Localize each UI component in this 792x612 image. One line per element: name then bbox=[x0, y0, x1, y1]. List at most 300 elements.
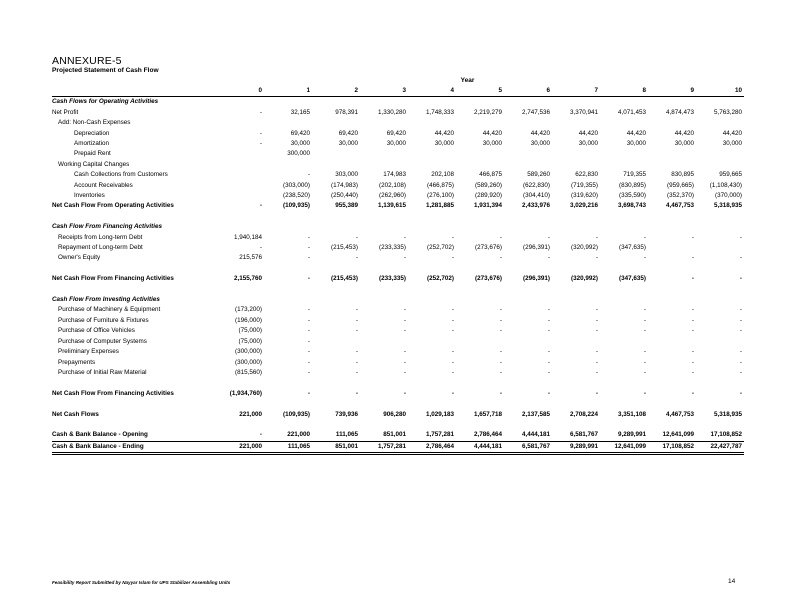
value-cell bbox=[648, 264, 696, 274]
value-cell bbox=[408, 337, 456, 347]
value-cell: - bbox=[499, 348, 502, 356]
value-cell bbox=[408, 285, 456, 295]
row-label: Working Capital Changes bbox=[58, 160, 130, 168]
value-cell: 44,420 bbox=[626, 129, 646, 137]
value-cell bbox=[696, 243, 744, 253]
year-column-header: 4 bbox=[408, 86, 456, 97]
value-cell: (273,676) bbox=[475, 244, 502, 252]
value-cell bbox=[312, 97, 360, 108]
value-cell: 221,000 bbox=[198, 441, 264, 453]
value-cell bbox=[408, 264, 456, 274]
value-cell: - bbox=[403, 358, 406, 366]
value-cell bbox=[648, 118, 696, 128]
value-cell bbox=[456, 212, 504, 222]
value-cell: - bbox=[355, 233, 358, 241]
value-cell: - bbox=[691, 306, 694, 314]
value-cell: - bbox=[691, 233, 694, 241]
value-cell: (466,875) bbox=[427, 181, 454, 189]
value-cell: 30,000 bbox=[290, 140, 310, 148]
value-cell: - bbox=[403, 368, 406, 376]
line-item-row bbox=[52, 253, 744, 263]
spacer-row bbox=[52, 285, 744, 295]
value-cell: 9,289,991 bbox=[617, 431, 646, 439]
value-cell bbox=[456, 285, 504, 295]
value-cell bbox=[552, 285, 600, 295]
value-cell bbox=[198, 295, 264, 305]
value-cell: - bbox=[451, 316, 454, 324]
value-cell: (304,410) bbox=[523, 192, 550, 200]
value-cell bbox=[198, 264, 264, 274]
value-cell bbox=[198, 97, 264, 108]
value-cell: - bbox=[547, 316, 550, 324]
value-cell: (215,453) bbox=[331, 275, 358, 283]
value-cell: 2,155,760 bbox=[233, 275, 262, 283]
value-cell bbox=[408, 420, 456, 430]
value-cell bbox=[408, 97, 456, 108]
value-cell: 955,389 bbox=[335, 202, 358, 210]
value-cell: - bbox=[307, 337, 310, 345]
value-cell bbox=[312, 160, 360, 170]
line-item-row bbox=[52, 170, 744, 180]
value-cell: (352,370) bbox=[667, 192, 694, 200]
value-cell: - bbox=[403, 254, 406, 262]
value-cell: 830,895 bbox=[671, 171, 694, 179]
value-cell bbox=[504, 222, 552, 232]
value-cell: - bbox=[355, 306, 358, 314]
value-cell: (300,000) bbox=[235, 348, 262, 356]
value-cell: - bbox=[355, 358, 358, 366]
value-cell bbox=[600, 295, 648, 305]
value-cell: (815,560) bbox=[235, 368, 262, 376]
value-cell: - bbox=[259, 129, 262, 137]
value-cell bbox=[696, 399, 744, 409]
value-cell: - bbox=[547, 254, 550, 262]
row-label bbox=[52, 399, 198, 409]
value-cell bbox=[198, 420, 264, 430]
row-label: Purchase of Furniture & Fixtures bbox=[58, 316, 149, 324]
value-cell bbox=[264, 420, 312, 430]
value-cell: - bbox=[739, 254, 742, 262]
value-cell bbox=[198, 181, 264, 191]
value-cell: - bbox=[499, 327, 502, 335]
value-cell: 17,108,852 bbox=[710, 431, 742, 439]
value-cell: - bbox=[739, 348, 742, 356]
value-cell: 2,433,976 bbox=[521, 202, 550, 210]
row-label: Purchase of Initial Raw Material bbox=[58, 368, 147, 376]
value-cell: 622,830 bbox=[575, 171, 598, 179]
value-cell: (233,335) bbox=[379, 275, 406, 283]
value-cell bbox=[696, 222, 744, 232]
value-cell bbox=[264, 295, 312, 305]
value-cell: 6,581,767 bbox=[504, 441, 552, 453]
value-cell: 2,786,464 bbox=[408, 441, 456, 453]
value-cell: 6,581,767 bbox=[569, 431, 598, 439]
value-cell: - bbox=[259, 108, 262, 116]
row-label: Repayment of Long-term Debt bbox=[58, 244, 143, 252]
value-cell: - bbox=[259, 244, 262, 252]
value-cell bbox=[360, 264, 408, 274]
value-cell bbox=[360, 222, 408, 232]
value-cell: 30,000 bbox=[530, 140, 550, 148]
value-cell bbox=[552, 160, 600, 170]
value-cell: - bbox=[307, 348, 310, 356]
year-column-header: 9 bbox=[648, 86, 696, 97]
value-cell: - bbox=[595, 316, 598, 324]
value-cell: - bbox=[499, 368, 502, 376]
value-cell: 851,001 bbox=[312, 441, 360, 453]
value-cell: - bbox=[355, 327, 358, 335]
value-cell: - bbox=[499, 389, 502, 397]
value-cell: 906,280 bbox=[383, 410, 406, 418]
value-cell: - bbox=[547, 327, 550, 335]
line-item-row bbox=[52, 160, 744, 170]
value-cell: 2,786,464 bbox=[473, 431, 502, 439]
value-cell: - bbox=[307, 389, 310, 397]
value-cell: - bbox=[643, 358, 646, 366]
value-cell: - bbox=[643, 233, 646, 241]
value-cell bbox=[408, 378, 456, 388]
line-item-row bbox=[52, 181, 744, 191]
value-cell bbox=[696, 160, 744, 170]
value-cell: (276,100) bbox=[427, 192, 454, 200]
value-cell: - bbox=[547, 348, 550, 356]
line-item-row bbox=[52, 358, 744, 368]
value-cell: - bbox=[403, 389, 406, 397]
value-cell: 4,444,181 bbox=[456, 441, 504, 453]
value-cell bbox=[456, 264, 504, 274]
year-column-header: 6 bbox=[504, 86, 552, 97]
value-cell: - bbox=[691, 254, 694, 262]
value-cell: - bbox=[403, 327, 406, 335]
value-cell: (319,620) bbox=[571, 192, 598, 200]
value-cell: 111,065 bbox=[335, 431, 358, 439]
value-cell: - bbox=[403, 348, 406, 356]
value-cell: - bbox=[595, 348, 598, 356]
value-cell bbox=[312, 222, 360, 232]
value-cell: 12,641,099 bbox=[662, 431, 694, 439]
section-heading-row bbox=[52, 222, 744, 232]
value-cell: 22,427,787 bbox=[696, 441, 744, 453]
value-cell: (252,702) bbox=[427, 275, 454, 283]
value-cell: 303,000 bbox=[335, 171, 358, 179]
year-column-header: 0 bbox=[198, 86, 264, 97]
value-cell bbox=[264, 264, 312, 274]
value-cell: - bbox=[643, 348, 646, 356]
value-cell: - bbox=[499, 233, 502, 241]
value-cell: (75,000) bbox=[238, 337, 262, 345]
value-cell: 3,029,216 bbox=[569, 202, 598, 210]
value-cell: - bbox=[643, 368, 646, 376]
value-cell: (1,108,430) bbox=[709, 181, 742, 189]
row-label bbox=[52, 264, 198, 274]
value-cell: 5,318,935 bbox=[713, 202, 742, 210]
value-cell: 978,391 bbox=[335, 108, 358, 116]
row-label: Cash Collections from Customers bbox=[74, 171, 168, 179]
year-column-header: 3 bbox=[360, 86, 408, 97]
line-item-row bbox=[52, 233, 744, 243]
page-number: 14 bbox=[728, 578, 736, 585]
value-cell: (238,520) bbox=[283, 192, 310, 200]
line-item-row bbox=[52, 191, 744, 201]
value-cell bbox=[696, 149, 744, 159]
value-cell bbox=[198, 222, 264, 232]
line-item-row bbox=[52, 139, 744, 149]
value-cell bbox=[312, 264, 360, 274]
line-item-row bbox=[52, 337, 744, 347]
value-cell: 4,874,473 bbox=[665, 108, 694, 116]
value-cell: - bbox=[451, 233, 454, 241]
value-cell: - bbox=[451, 306, 454, 314]
value-cell: - bbox=[595, 233, 598, 241]
value-cell bbox=[264, 97, 312, 108]
row-label: Prepaid Rent bbox=[74, 150, 111, 158]
value-cell: 5,763,280 bbox=[713, 108, 742, 116]
row-label: Receipts from Long-term Debt bbox=[58, 233, 143, 241]
value-cell: - bbox=[691, 368, 694, 376]
line-item-row bbox=[52, 316, 744, 326]
line-item-row bbox=[52, 305, 744, 315]
value-cell: 2,219,279 bbox=[473, 108, 502, 116]
value-cell bbox=[264, 118, 312, 128]
value-cell bbox=[600, 212, 648, 222]
value-cell bbox=[504, 264, 552, 274]
row-label: Inventories bbox=[74, 192, 105, 200]
row-label: Amortization bbox=[74, 140, 109, 148]
value-cell bbox=[198, 160, 264, 170]
value-cell: (202,108) bbox=[379, 181, 406, 189]
value-cell bbox=[360, 285, 408, 295]
value-cell: - bbox=[739, 327, 742, 335]
value-cell bbox=[504, 160, 552, 170]
value-cell bbox=[600, 160, 648, 170]
value-cell bbox=[312, 295, 360, 305]
value-cell: - bbox=[451, 368, 454, 376]
value-cell bbox=[312, 337, 360, 347]
value-cell: 3,351,108 bbox=[617, 410, 646, 418]
value-cell: - bbox=[547, 368, 550, 376]
value-cell: (347,635) bbox=[619, 244, 646, 252]
value-cell: - bbox=[499, 254, 502, 262]
value-cell: 69,420 bbox=[386, 129, 406, 137]
value-cell bbox=[600, 149, 648, 159]
value-cell bbox=[312, 399, 360, 409]
value-cell bbox=[360, 420, 408, 430]
value-cell: 174,983 bbox=[383, 171, 406, 179]
value-cell bbox=[198, 212, 264, 222]
value-cell: (109,935) bbox=[283, 410, 310, 418]
value-cell: 30,000 bbox=[386, 140, 406, 148]
value-cell: (273,676) bbox=[475, 275, 502, 283]
value-cell: - bbox=[643, 306, 646, 314]
value-cell bbox=[552, 399, 600, 409]
value-cell: 1,757,281 bbox=[360, 441, 408, 453]
line-item-row bbox=[52, 129, 744, 139]
value-cell: - bbox=[259, 202, 262, 210]
value-cell: 2,137,585 bbox=[521, 410, 550, 418]
value-cell: 4,444,181 bbox=[521, 431, 550, 439]
value-cell bbox=[696, 118, 744, 128]
section-heading-row bbox=[52, 295, 744, 305]
value-cell: 44,420 bbox=[578, 129, 598, 137]
value-cell bbox=[198, 378, 264, 388]
total-row bbox=[52, 410, 744, 420]
value-cell bbox=[408, 160, 456, 170]
value-cell: - bbox=[691, 348, 694, 356]
value-cell bbox=[552, 420, 600, 430]
value-cell: - bbox=[595, 327, 598, 335]
value-cell: - bbox=[259, 140, 262, 148]
year-header-row bbox=[52, 86, 744, 97]
value-cell: - bbox=[307, 306, 310, 314]
value-cell: 221,000 bbox=[287, 431, 310, 439]
line-item-row bbox=[52, 368, 744, 378]
value-cell: 300,000 bbox=[287, 150, 310, 158]
value-cell: (335,590) bbox=[619, 192, 646, 200]
value-cell: - bbox=[451, 358, 454, 366]
value-cell: - bbox=[739, 358, 742, 366]
value-cell: - bbox=[451, 327, 454, 335]
value-cell: (215,453) bbox=[331, 244, 358, 252]
value-cell: (589,260) bbox=[475, 181, 502, 189]
year-column-header: 8 bbox=[600, 86, 648, 97]
value-cell bbox=[552, 337, 600, 347]
value-cell bbox=[552, 97, 600, 108]
row-label: Cash & Bank Balance - Ending bbox=[52, 441, 198, 453]
row-label: Net Cash Flows bbox=[52, 410, 99, 418]
value-cell: - bbox=[499, 316, 502, 324]
value-cell bbox=[198, 285, 264, 295]
value-cell bbox=[648, 295, 696, 305]
value-cell bbox=[360, 97, 408, 108]
value-cell bbox=[456, 222, 504, 232]
value-cell: - bbox=[403, 316, 406, 324]
value-cell bbox=[504, 97, 552, 108]
value-cell: 69,420 bbox=[290, 129, 310, 137]
value-cell: - bbox=[355, 368, 358, 376]
value-cell: 739,936 bbox=[335, 410, 358, 418]
row-label: Preliminary Expenses bbox=[58, 348, 119, 356]
row-label bbox=[52, 378, 198, 388]
value-cell bbox=[264, 212, 312, 222]
value-cell bbox=[360, 337, 408, 347]
value-cell: 1,757,281 bbox=[425, 431, 454, 439]
value-cell bbox=[648, 399, 696, 409]
value-cell bbox=[456, 118, 504, 128]
value-cell: - bbox=[547, 358, 550, 366]
cash-flow-table bbox=[52, 86, 744, 455]
value-cell bbox=[264, 399, 312, 409]
value-cell bbox=[456, 160, 504, 170]
value-cell: (303,000) bbox=[283, 181, 310, 189]
value-cell bbox=[696, 264, 744, 274]
value-cell: (75,000) bbox=[238, 327, 262, 335]
row-label: Purchase of Computer Systems bbox=[58, 337, 147, 345]
value-cell bbox=[552, 118, 600, 128]
value-cell: 30,000 bbox=[722, 140, 742, 148]
value-cell bbox=[504, 378, 552, 388]
annexure-title: ANNEXURE-5 bbox=[52, 55, 122, 67]
value-cell bbox=[600, 97, 648, 108]
value-cell bbox=[312, 285, 360, 295]
line-item-row bbox=[52, 118, 744, 128]
value-cell bbox=[312, 378, 360, 388]
header-blank-cell bbox=[52, 86, 198, 97]
value-cell: - bbox=[691, 389, 694, 397]
value-cell bbox=[600, 285, 648, 295]
value-cell: 3,698,743 bbox=[617, 202, 646, 210]
value-cell bbox=[456, 420, 504, 430]
value-cell: (719,355) bbox=[571, 181, 598, 189]
row-label: Cash Flow From Financing Activities bbox=[52, 223, 162, 231]
value-cell bbox=[264, 160, 312, 170]
year-label: Year bbox=[460, 77, 475, 84]
value-cell: 719,355 bbox=[623, 171, 646, 179]
value-cell bbox=[696, 212, 744, 222]
year-column-header: 5 bbox=[456, 86, 504, 97]
value-cell: 1,931,394 bbox=[473, 202, 502, 210]
year-column-header: 2 bbox=[312, 86, 360, 97]
value-cell: - bbox=[691, 316, 694, 324]
total-row bbox=[52, 201, 744, 211]
value-cell bbox=[600, 264, 648, 274]
value-cell: 1,281,885 bbox=[425, 202, 454, 210]
value-cell: 202,108 bbox=[431, 171, 454, 179]
value-cell: - bbox=[547, 389, 550, 397]
row-label: Net Profit bbox=[52, 108, 79, 116]
row-label: Prepayments bbox=[58, 358, 96, 366]
value-cell: 1,330,280 bbox=[377, 108, 406, 116]
line-item-row bbox=[52, 149, 744, 159]
value-cell bbox=[198, 191, 264, 201]
value-cell: 44,420 bbox=[722, 129, 742, 137]
value-cell: - bbox=[307, 358, 310, 366]
value-cell bbox=[312, 118, 360, 128]
value-cell: (250,440) bbox=[331, 192, 358, 200]
value-cell: 44,420 bbox=[434, 129, 454, 137]
value-cell: - bbox=[499, 358, 502, 366]
value-cell bbox=[648, 212, 696, 222]
year-column-header: 7 bbox=[552, 86, 600, 97]
value-cell bbox=[648, 149, 696, 159]
value-cell bbox=[696, 285, 744, 295]
value-cell: 3,370,941 bbox=[569, 108, 598, 116]
total-row bbox=[52, 430, 744, 441]
value-cell bbox=[696, 378, 744, 388]
value-cell: - bbox=[547, 233, 550, 241]
value-cell bbox=[648, 97, 696, 108]
value-cell: 30,000 bbox=[626, 140, 646, 148]
value-cell bbox=[504, 149, 552, 159]
value-cell bbox=[648, 243, 696, 253]
value-cell bbox=[504, 285, 552, 295]
row-label bbox=[52, 420, 198, 430]
value-cell bbox=[504, 337, 552, 347]
value-cell bbox=[600, 337, 648, 347]
value-cell: 1,139,615 bbox=[377, 202, 406, 210]
value-cell bbox=[648, 160, 696, 170]
line-item-row bbox=[52, 326, 744, 336]
value-cell bbox=[600, 222, 648, 232]
value-cell: - bbox=[451, 348, 454, 356]
row-label: Net Cash Flow From Operating Activities bbox=[52, 202, 174, 210]
value-cell bbox=[264, 285, 312, 295]
spacer-row bbox=[52, 420, 744, 430]
value-cell bbox=[360, 399, 408, 409]
value-cell: 12,641,099 bbox=[600, 441, 648, 453]
value-cell: - bbox=[691, 358, 694, 366]
value-cell bbox=[648, 378, 696, 388]
spacer-row bbox=[52, 378, 744, 388]
